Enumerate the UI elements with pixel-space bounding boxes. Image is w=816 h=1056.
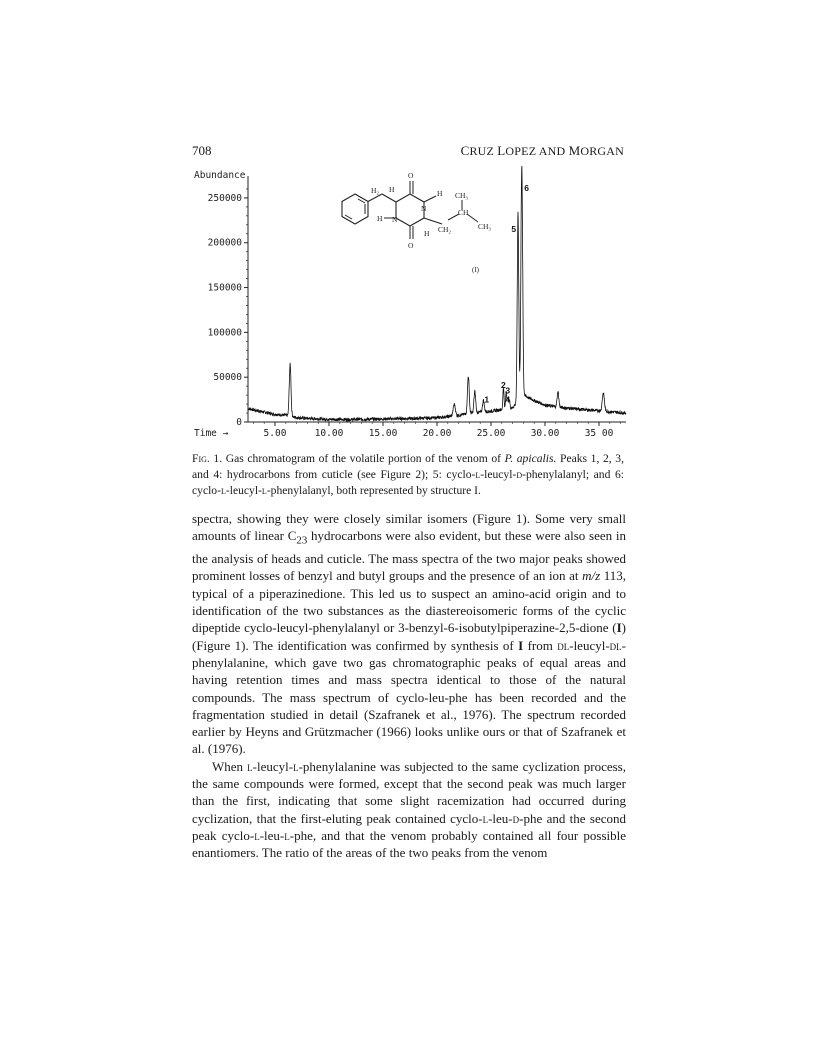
- text: -leu-: [259, 827, 285, 843]
- running-title-initial: C: [460, 143, 470, 158]
- bond: [368, 194, 382, 202]
- bond: [424, 196, 436, 202]
- atom-h: H: [389, 185, 395, 194]
- text: -leu-: [488, 810, 513, 826]
- x-tick-label: 25.00: [476, 428, 506, 439]
- bold-text: I: [518, 637, 524, 653]
- small-caps-text: l: [482, 810, 489, 826]
- caption-text: -phenylalanyl, both represented by structure I.: [266, 484, 481, 497]
- piperazine-ring: [396, 194, 424, 226]
- page-number: 708: [192, 143, 212, 158]
- caption-text: Gas chromatogram of the volatile portion of the venom of: [225, 452, 502, 465]
- small-caps-text: l: [254, 827, 260, 843]
- atom-h-left: H: [377, 214, 383, 223]
- caption-label: Fig. 1.: [192, 452, 223, 465]
- peak-label: 4: [505, 394, 511, 405]
- y-tick-label: 50000: [213, 372, 242, 384]
- bond: [382, 194, 396, 202]
- chart-axes: [194, 170, 626, 439]
- structure-label: (I): [472, 266, 479, 274]
- running-title-part: ORGAN: [580, 144, 624, 158]
- y-tick-label: 200000: [207, 237, 242, 249]
- chromatogram-trace: [248, 166, 626, 421]
- text: -phe, and that the venom probably contained all four possible enantiomers. The ratio of the areas of the two peaks from the venom: [192, 827, 626, 861]
- atom-ch2: CH₂: [438, 225, 452, 234]
- running-title: [461, 143, 624, 159]
- caption-small-caps: l: [220, 484, 226, 497]
- atom-n-left: N: [392, 215, 398, 224]
- y-tick-label: 250000: [207, 192, 242, 204]
- x-tick-label: 15.00: [368, 428, 398, 439]
- text: When: [212, 758, 248, 774]
- bold-text: I: [616, 620, 622, 636]
- body-text: [192, 510, 626, 862]
- atom-h-bottom: H: [424, 229, 430, 238]
- caption-text: -leucyl-: [225, 484, 262, 497]
- atom-h2: H₂: [371, 186, 380, 195]
- text: spectra, showing they were closely similar isomers (Figure 1). Some very small amounts of linear C: [192, 511, 626, 544]
- x-tick-label: 30.00: [530, 428, 560, 439]
- caption-small-caps: l: [261, 484, 267, 497]
- atom-o-bottom: O: [408, 241, 414, 250]
- x-tick-label: 35 00: [584, 428, 614, 439]
- chemical-structure: [342, 171, 491, 274]
- running-title-initial: L: [497, 143, 506, 158]
- atom-ch: CH: [458, 208, 469, 217]
- benzene-ring: [342, 194, 368, 224]
- caption-small-caps: l: [475, 468, 481, 481]
- running-head: [192, 143, 624, 159]
- bond: [467, 214, 478, 222]
- small-caps-text: l: [247, 758, 253, 774]
- atom-n-right: N: [421, 204, 427, 213]
- atom-ch3-top: CH₃: [455, 191, 469, 200]
- small-caps-text: l: [293, 758, 299, 774]
- text: -leucyl-: [569, 637, 610, 653]
- caption-text: Peaks 1, 2, 3, and 4: hydrocarbons from cuticle (see Figure 2); 5: cyclo-: [192, 452, 624, 481]
- peak-label: 3: [505, 385, 511, 396]
- caption-small-caps: d: [516, 468, 523, 481]
- x-tick-label: 5.00: [263, 428, 287, 439]
- atom-h-right: H: [437, 189, 443, 198]
- y-tick-label: 100000: [207, 327, 242, 339]
- text: hydrocarbons were also evident, but these were also seen in the analysis of heads and cuticle. The mass spectra of the two major peaks showed prominent losses of benzyl and butyl groups and the presence of an ion at: [192, 528, 626, 584]
- running-title-part: RUZ: [469, 144, 498, 158]
- text: 113, typical of a piperazinedione. This led us to suspect an amino-acid origin and to identification of the two substances as the diastereoisomeric forms of the cyclic dipeptide cyclo-leucyl-phenylalanyl or 3-benzyl-6-isobutylpiperazine-2,5-dione (: [192, 568, 626, 636]
- text: -phenylalanine, which gave two gas chromatographic peaks of equal areas and having retention times and mass spectra identical to those of the natural compounds. The mass spectrum of cyclo-leu-phe has been recorded and the fragmentation studied in detail (Szafranek et al., 1976). The spectrum recorded earlier by Heyns and Grützmacher (1966) looks unlike ours or that of Szafranek et al. (1976).: [192, 637, 626, 757]
- y-tick-label: 0: [236, 417, 242, 428]
- bond: [424, 218, 442, 224]
- subscript: 23: [296, 534, 308, 547]
- text: ) (Figure 1). The identification was confirmed by synthesis of: [192, 620, 626, 653]
- x-tick-label: 20.00: [422, 428, 452, 439]
- figure-caption: [192, 451, 624, 499]
- paragraph-2: [192, 758, 626, 862]
- chromatogram-chart: [186, 166, 634, 446]
- y-axis-title: Abundance: [194, 170, 246, 181]
- caption-text: -leucyl-: [480, 468, 517, 481]
- paragraph-1: [192, 510, 626, 758]
- caption-species: P. apicalis.: [504, 452, 557, 465]
- y-tick-label: 150000: [207, 282, 242, 294]
- chart-marks: [248, 166, 626, 421]
- running-title-initial: M: [568, 143, 581, 158]
- caption-text: -phenylalanyl; and 6: cyclo-: [192, 468, 624, 497]
- text: -leucyl-: [252, 758, 294, 774]
- atom-ch3-right: CH₃: [478, 222, 492, 231]
- italic-text: m/z: [582, 568, 601, 584]
- x-axis-title: Time →: [194, 428, 229, 439]
- running-title-part: OPEZ AND: [505, 144, 569, 158]
- figure-1: [186, 166, 634, 446]
- x-tick-label: 10.00: [314, 428, 344, 439]
- text: -phe and the second peak cyclo-: [192, 810, 626, 843]
- small-caps-text: d: [512, 810, 520, 826]
- peak-label: 5: [511, 223, 517, 234]
- peak-label: 1: [484, 394, 490, 405]
- text: -phenylalanine was subjected to the same cyclization process, the same compounds were formed, except that the second peak was much larger than the first, indicating that some slight racemization had occurred during cyclization, that the first-eluting peak contained cyclo-: [192, 758, 626, 826]
- atom-o-top: O: [408, 171, 414, 180]
- text: from: [523, 637, 558, 653]
- peak-label: 2: [501, 379, 506, 390]
- small-caps-text: l: [284, 827, 290, 843]
- small-caps-text: dl: [557, 637, 570, 653]
- small-caps-text: dl: [609, 637, 622, 653]
- peak-label: 6: [524, 182, 530, 193]
